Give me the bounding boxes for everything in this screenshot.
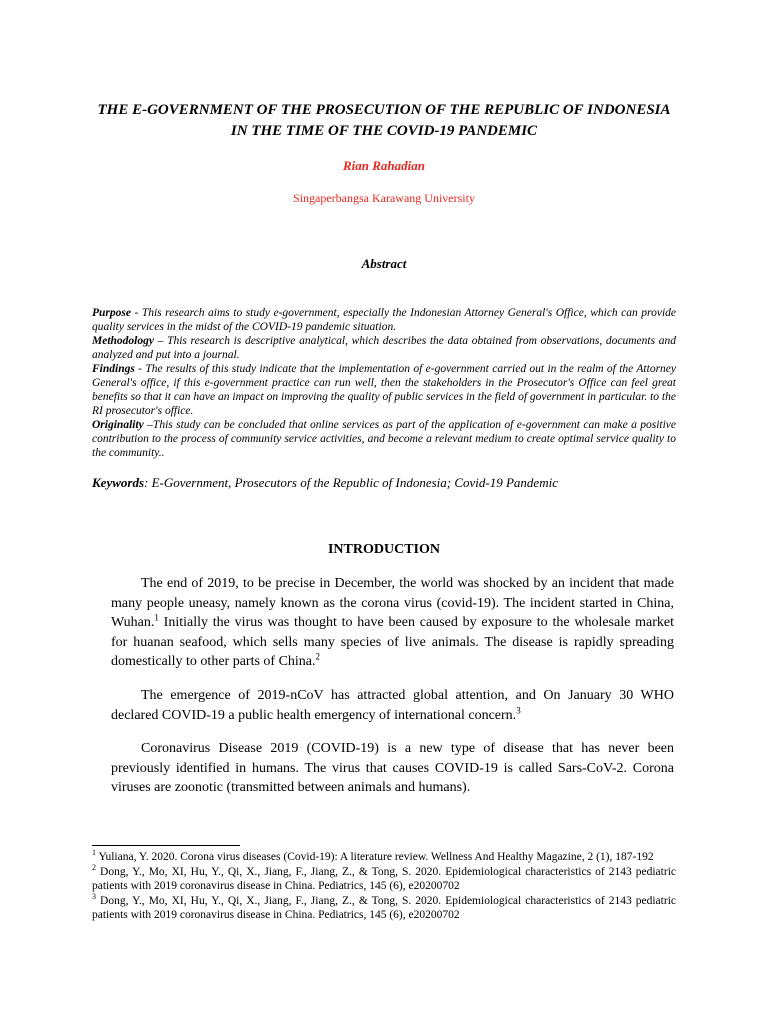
abstract-findings: [92, 362, 676, 418]
intro-p1-text-a: The end of 2019, to be precise in December, the world was shocked by an incident that made many people uneasy, namely known as the corona virus (covid-19). The incident started in China, Wuhan.: [111, 576, 674, 630]
footnote-text: Dong, Y., Mo, XI, Hu, Y., Qi, X., Jiang, F., Jiang, Z., & Tong, S. 2020. Epidemiological characteristics of 2143 pediatric patients with 2019 coronavirus disease in China. Pediatrics, 145 (6), e20200702: [92, 865, 676, 893]
footnote-2: [92, 862, 676, 894]
footnotes: [92, 850, 676, 923]
footnote-ref-2[interactable]: 2: [315, 651, 321, 662]
keywords-text: : E-Government, Prosecutors of the Republic of Indonesia; Covid-19 Pandemic: [144, 475, 558, 490]
footnote-divider: [92, 845, 240, 846]
footnote-ref-1[interactable]: 1: [154, 612, 159, 623]
footnote-number: 1: [92, 848, 96, 858]
intro-paragraph-2: [111, 686, 674, 725]
author-affiliation: Singaperbangsa Karawang University: [293, 191, 475, 205]
methodology-text: – This research is descriptive analytical, which describes the data obtained from observations, documents and analyzed and put into a journal.: [92, 335, 676, 361]
originality-text: –This study can be concluded that online services as part of the application of e-government can make a positive contribution to the process of community service activities, and become a relevant medium to create optimal service quality to the community..: [92, 419, 676, 459]
abstract-originality: [92, 418, 676, 460]
keywords-line: [92, 475, 692, 491]
originality-label: Originality: [92, 419, 144, 431]
methodology-label: Methodology: [92, 335, 154, 347]
footnote-text: Dong, Y., Mo, XI, Hu, Y., Qi, X., Jiang, F., Jiang, Z., & Tong, S. 2020. Epidemiological characteristics of 2143 pediatric patients with 2019 coronavirus disease in China. Pediatrics, 145 (6), e20200702: [92, 894, 676, 922]
findings-label: Findings: [92, 363, 135, 375]
abstract-purpose: [92, 306, 676, 334]
paper-title: THE E-GOVERNMENT OF THE PROSECUTION OF THE REPUBLIC OF INDONESIA IN THE TIME OF THE COVID-19 PANDEMIC: [97, 102, 671, 139]
introduction-heading: INTRODUCTION: [327, 542, 440, 557]
footnote-ref-3[interactable]: 3: [516, 704, 521, 715]
footnote-1: [92, 850, 676, 865]
intro-p2-text: The emergence of 2019-nCoV has attracted global attention, and On January 30 WHO declared COVID-19 a public health emergency of international concern.: [111, 688, 674, 723]
footnote-text: Yuliana, Y. 2020. Corona virus diseases (Covid-19): A literature review. Wellness And Healthy Magazine, 2 (1), 187-192: [96, 851, 654, 863]
abstract-methodology: [92, 334, 676, 362]
abstract-body: [92, 306, 676, 460]
footnote-number: 2: [92, 862, 96, 872]
purpose-label: Purpose: [92, 307, 131, 319]
purpose-text: - This research aims to study e-government, especially the Indonesian Attorney General's Office, which can provide quality services in the midst of the COVID-19 pandemic situation.: [92, 307, 676, 333]
footnote-number: 3: [92, 891, 96, 901]
keywords-label: Keywords: [92, 475, 144, 490]
intro-paragraph-3: Coronavirus Disease 2019 (COVID-19) is a new type of disease that has never been previously identified in humans. The virus that causes COVID-19 is called Sars-CoV-2. Corona viruses are zoonotic (transmitted between animals and humans).: [111, 741, 674, 795]
abstract-heading: Abstract: [361, 256, 407, 271]
intro-paragraph-1: [111, 574, 674, 672]
intro-p1-text-b: Initially the virus was thought to have been caused by exposure to the wholesale market for huanan seafood, which sells many species of live animals. The disease is rapidly spreading domestically to other parts of China.: [111, 615, 674, 669]
findings-text: - The results of this study indicate that the implementation of e-government carried out in the realm of the Attorney General's office, if this e-government practice can run well, then the stakeholders in the Prosecutor's Office can feel great benefits so that it can have an impact on improving the quality of public services in the field of government in particular. to the RI prosecutor's office.: [92, 363, 676, 417]
footnote-3: [92, 891, 676, 923]
author-name: Rian Rahadian: [342, 158, 425, 173]
